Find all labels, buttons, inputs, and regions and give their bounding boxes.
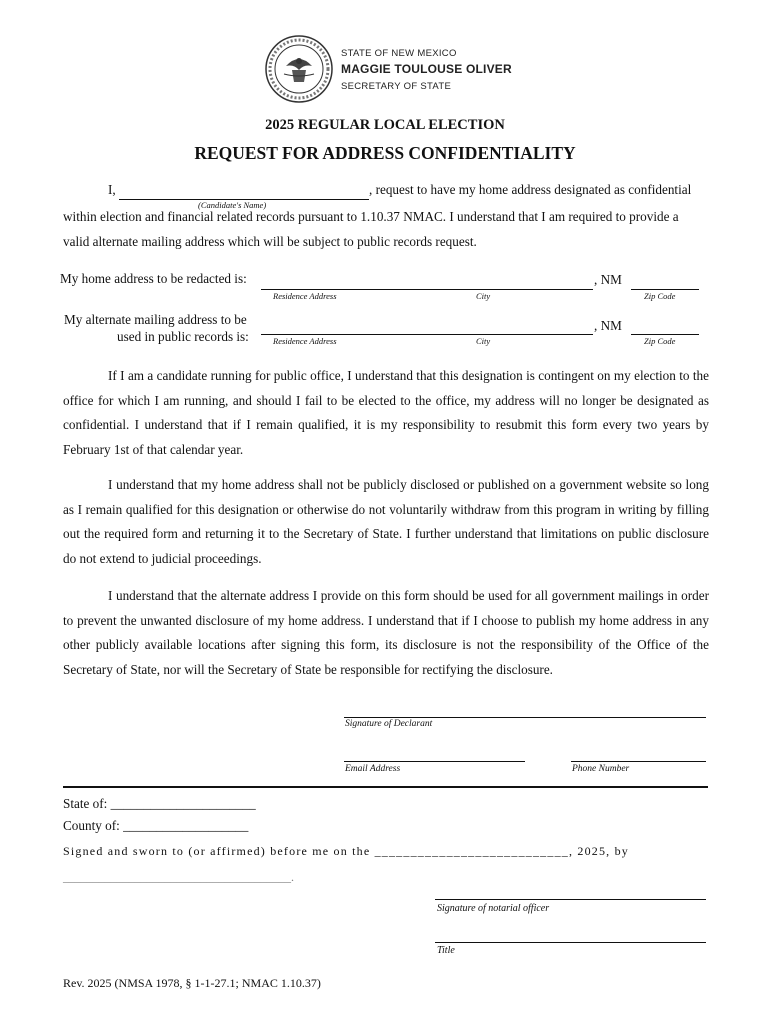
candidate-name-field[interactable] [119,183,369,200]
header-state: STATE OF NEW MEXICO [341,48,457,59]
home-address-label: My home address to be redacted is: [60,271,247,286]
notary-signature-caption: Signature of notarial officer [437,903,550,914]
phone-caption: Phone Number [572,764,630,774]
paragraph-candidate: If I am a candidate running for public office, I understand that this designation is contingent on my election to the office for which I am running, and should I fail to be elected to the office, my address will no longer be designated as confidential. I understand that if I remain qualified, it is my responsibility to resubmit this form every two years by February 1st of that calendar year. [63,368,709,457]
notary-signature-field[interactable] [435,887,706,900]
alt-residence-caption: Residence Address [273,336,337,346]
header-official-name: MAGGIE TOULOUSE OLIVER [341,62,512,76]
candidate-name-caption: (Candidate's Name) [198,200,267,210]
alt-nm-label: , NM [594,318,622,333]
intro-suffix: , request to have my home address designated as confidential [369,182,692,197]
intro-line-3: valid alternate mailing address which will be subject to public records request. [63,234,477,249]
revision-footer: Rev. 2025 (NMSA 1978, § 1-1-27.1; NMAC 1.10.37) [63,976,321,990]
page-title: REQUEST FOR ADDRESS CONFIDENTIALITY [194,143,576,163]
election-heading: 2025 REGULAR LOCAL ELECTION [265,117,505,133]
home-address-field[interactable] [261,273,593,290]
alt-zip-caption: Zip Code [644,336,676,346]
home-zip-field[interactable] [631,273,699,290]
declarant-signature-caption: Signature of Declarant [345,719,433,729]
email-field[interactable] [344,747,525,762]
alt-address-label-2: used in public records is: [117,329,249,344]
notary-name-blank[interactable]: ______________________________________. [63,870,294,884]
home-residence-caption: Residence Address [273,291,337,301]
alt-address-label-1: My alternate mailing address to be [64,312,247,327]
alt-address-field[interactable] [261,318,593,335]
notary-sworn-line: Signed and sworn to (or affirmed) before me on the ___________________________, 2025, by [63,844,629,858]
home-city-caption: City [476,291,491,301]
declarant-signature-field[interactable] [344,703,706,718]
paragraph-alternate: I understand that the alternate address I provide on this form should be used for all government mailings in order to prevent the unwanted disclosure of my home address. I understand that if I choose to publish my home address in any other publicly available locations after signing this form, its disclosure is not the responsibility of the Office of the Secretary of State, nor will the Secretary of State be responsible for rectifying the disclosure. [63,588,709,677]
phone-field[interactable] [571,747,706,762]
notary-title-field[interactable] [435,930,706,943]
header-office: SECRETARY OF STATE [341,81,452,92]
home-zip-caption: Zip Code [644,291,676,301]
notary-county[interactable]: County of: ___________________ [63,818,249,833]
notary-state[interactable]: State of: ______________________ [63,796,256,811]
intro-prefix: I, [108,182,116,197]
notary-title-caption: Title [437,945,455,956]
paragraph-disclosure: I understand that my home address shall not be publicly disclosed or published on a government website so long as I remain qualified for this designation or otherwise do not voluntarily withdraw from this program in writing by filling out the required form and returning it to the Secretary of State. I further understand that limitations on public disclosure do not extend to judicial proceedings. [63,477,709,566]
state-seal [264,34,334,104]
alt-zip-field[interactable] [631,318,699,335]
home-nm-label: , NM [594,272,622,287]
alt-city-caption: City [476,336,491,346]
intro-line-2: within election and financial related records pursuant to 1.10.37 NMAC. I understand that I am required to provide a [63,209,679,224]
email-caption: Email Address [345,764,401,774]
section-divider [63,786,708,788]
